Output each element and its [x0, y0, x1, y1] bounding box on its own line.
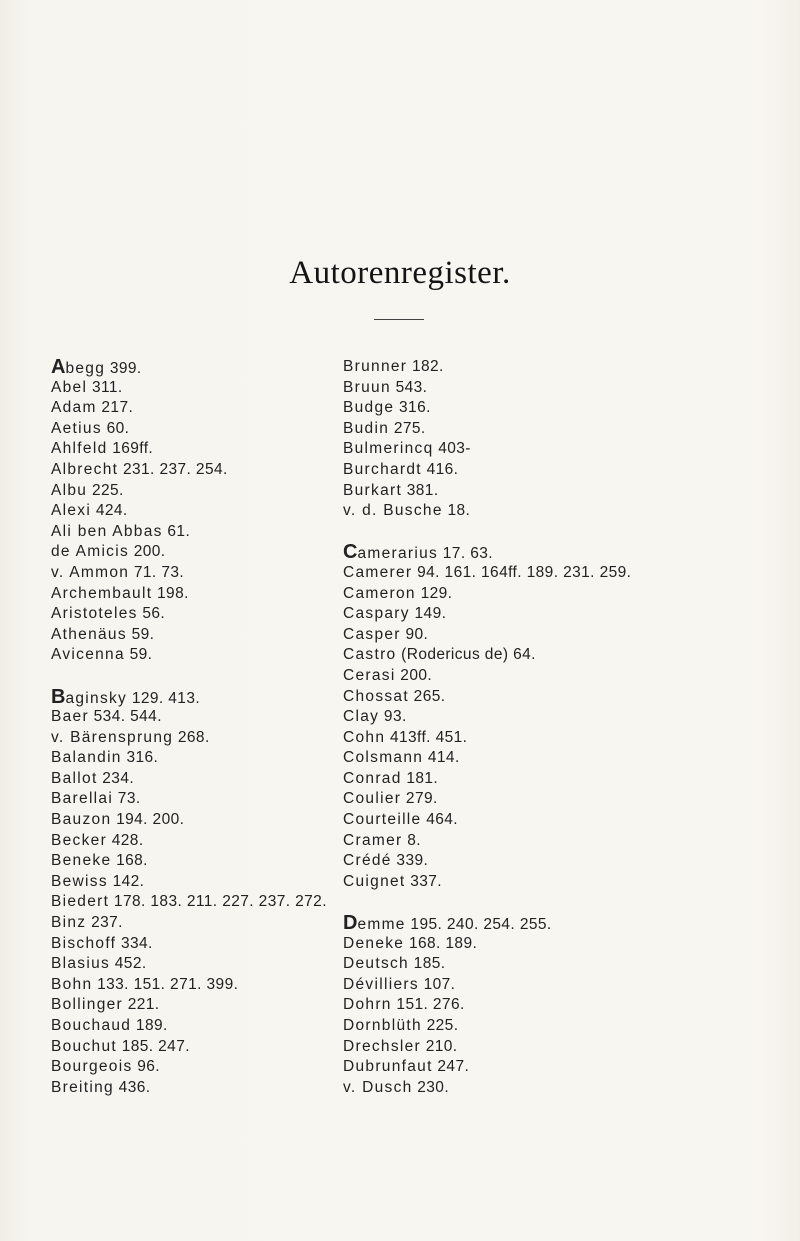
author-name: Dévilliers [343, 975, 419, 993]
page-references: 414. [423, 749, 460, 767]
page-references: 59. [124, 646, 153, 664]
index-entry [343, 419, 783, 440]
author-name: Dubrunfaut [343, 1058, 433, 1076]
author-name: Caspary [343, 605, 410, 623]
page-references: 268. [173, 728, 210, 746]
author-name: Chossat [343, 687, 409, 705]
section-gap [343, 522, 783, 543]
page-references: 413ff. 451. [385, 728, 468, 746]
author-name: Baginsky [51, 685, 128, 708]
author-name: Adam [51, 399, 97, 417]
author-name: Cramer [343, 831, 403, 849]
page-references: 129. [415, 584, 453, 602]
index-entry [343, 357, 783, 378]
index-entry [343, 481, 783, 502]
index-entry [343, 748, 783, 769]
author-name: v. Ammon [51, 563, 130, 581]
index-entry [343, 975, 783, 996]
page-references: 237. [86, 914, 123, 932]
index-entry [343, 584, 783, 605]
page-references: 60. [101, 419, 130, 437]
author-name: Ali ben Abbas [51, 522, 163, 540]
index-entry [343, 501, 783, 522]
author-name: Casper [343, 625, 401, 643]
page-references: 56. [137, 605, 166, 623]
page-references: 142. [107, 872, 145, 890]
index-entry [343, 1057, 783, 1078]
author-name: Bauzon [51, 811, 112, 829]
author-name: Deutsch [343, 955, 409, 973]
index-entry [343, 1078, 783, 1099]
page-references: 107. [418, 975, 456, 993]
author-name: Aristoteles [51, 605, 138, 623]
index-entry [343, 604, 783, 625]
author-name: Beneke [51, 852, 112, 870]
index-entry [343, 687, 783, 708]
author-name: Camerer [343, 563, 413, 581]
index-column-right [343, 357, 783, 1098]
author-name: Cuignet [343, 872, 406, 890]
author-name: Blasius [51, 955, 111, 973]
index-entry [343, 1016, 783, 1037]
index-entry [343, 398, 783, 419]
author-name: Ballot [51, 769, 98, 787]
page-references: 200. [129, 543, 166, 561]
author-name: Athenäus [51, 625, 127, 643]
author-name: Deneke [343, 934, 405, 952]
page-references: 225. [87, 481, 124, 499]
author-name: Aetius [51, 419, 102, 437]
author-name: Dornblüth [343, 1017, 422, 1034]
page-references: 8. [402, 831, 421, 849]
page-references: 217. [96, 399, 134, 417]
author-name: Camerarius [343, 541, 439, 564]
page-references: 316. [394, 399, 431, 417]
page-references: 339. [391, 852, 429, 870]
author-name: Bouchut [51, 1037, 117, 1055]
page-references: 189. [131, 1017, 168, 1034]
page-references: 198. [152, 584, 189, 602]
author-name: Courteille [343, 811, 422, 829]
author-name: v. Bärensprung [51, 728, 174, 746]
author-name: Cameron [343, 584, 416, 602]
title-rule [374, 319, 424, 320]
author-name: Becker [51, 831, 108, 849]
index-entry [343, 789, 783, 810]
author-name: Breiting [51, 1078, 114, 1096]
index-entry [343, 810, 783, 831]
page-references: 181. [401, 769, 439, 787]
author-name: Bohn [51, 975, 93, 993]
page-references: 59. [126, 625, 155, 643]
page-references: 279. [401, 790, 438, 808]
index-entry [343, 460, 783, 481]
page-references: 428. [107, 831, 144, 849]
author-name: Burchardt [343, 460, 422, 478]
page-references: 94. 161. 164ff. 189. 231. 259. [412, 563, 632, 581]
page-references: 93. [379, 708, 407, 726]
page-references: 18. [442, 502, 471, 520]
page-references: 195. 240. 254. 255. [405, 916, 552, 934]
page-references: 168. 189. [404, 934, 478, 952]
index-entry [343, 831, 783, 852]
page-references: 464. [421, 811, 458, 829]
author-name: Abel [51, 378, 88, 396]
author-name: Dohrn [343, 996, 392, 1014]
author-name: v. d. Busche [343, 502, 443, 520]
page-references: 185. [408, 955, 446, 973]
page-references: 71. 73. [129, 563, 185, 581]
author-name: Avicenna [51, 646, 125, 664]
author-name: Clay [343, 708, 380, 726]
page-references: 17. 63. [438, 545, 493, 563]
page-references: 182. [407, 358, 444, 375]
author-name: Bourgeois [51, 1058, 133, 1076]
author-name: Demme [343, 912, 406, 935]
page-references: 534. 544. [88, 708, 162, 726]
index-entry [343, 872, 783, 893]
page-references: 265. [408, 687, 446, 705]
page-references: 231. 237. 254. [118, 460, 228, 478]
page-title: Autorenregister. [289, 255, 511, 291]
index-entry [343, 769, 783, 790]
author-name: Baer [51, 708, 89, 726]
author-name: Bouchaud [51, 1017, 132, 1034]
index-entry [343, 707, 783, 728]
index-entry [343, 851, 783, 872]
page-references: 129. 413. [127, 689, 201, 707]
author-name: Archembault [51, 584, 153, 602]
author-name: Alexi [51, 502, 92, 520]
author-name: de Amicis [51, 543, 130, 561]
author-name: Drechsler [343, 1037, 422, 1055]
author-name: Ahlfeld [51, 440, 108, 458]
author-name: Bollinger [51, 996, 124, 1014]
index-entry [343, 1037, 783, 1058]
index-entry [343, 995, 783, 1016]
page-references: 149. [409, 605, 447, 623]
page-references: 73. [113, 790, 141, 808]
author-name: Abegg [51, 356, 106, 378]
index-entry [343, 378, 783, 399]
page-references: 334. [116, 934, 153, 952]
page-references: 436. [113, 1078, 151, 1096]
author-name: Brunner [343, 358, 408, 375]
page-references: 178. 183. 211. 227. 237. 272. [109, 893, 327, 911]
author-name: Bruun [343, 378, 391, 396]
index-entry [343, 954, 783, 975]
page-references: 194. 200. [111, 811, 185, 829]
page-references: 169ff. [107, 440, 154, 458]
page-references: 221. [123, 996, 160, 1014]
author-name: v. Dusch [343, 1078, 413, 1096]
page-references: 133. 151. 271. 399. [92, 975, 239, 993]
page-references: 61. [162, 522, 191, 540]
author-name: Albrecht [51, 460, 119, 478]
author-name: Cerasi [343, 666, 396, 684]
page-references: 416. [421, 460, 459, 478]
page-references: 90. [400, 625, 429, 643]
page-references: 230. [412, 1078, 450, 1096]
page-references: 381. [402, 481, 439, 499]
index-entry [343, 934, 783, 955]
page-references: 151. 276. [391, 996, 465, 1014]
author-name: Balandin [51, 749, 122, 767]
author-name: Coulier [343, 790, 402, 808]
page-references: 452. [110, 955, 147, 973]
index-entry [343, 542, 783, 563]
page-references: 96. [132, 1058, 160, 1076]
index-entry [343, 728, 783, 749]
page-references: 225. [421, 1017, 459, 1034]
page-references: 337. [405, 872, 443, 890]
author-name: Bischoff [51, 934, 117, 952]
author-name: Cohn [343, 728, 386, 746]
page-references: 247. [432, 1058, 470, 1076]
page-references: 403- [433, 440, 471, 458]
author-name: Burkart [343, 481, 403, 499]
page-references: 316. [121, 749, 159, 767]
author-name: Bulmerincq [343, 440, 434, 458]
section-gap [343, 892, 783, 913]
author-name: Biedert [51, 893, 110, 911]
author-name: Budge [343, 399, 395, 417]
index-entry [343, 645, 783, 666]
author-name: Castro [343, 646, 397, 664]
author-name: Bewiss [51, 872, 108, 890]
page-references: 185. 247. [116, 1037, 190, 1055]
author-name: Colsmann [343, 749, 424, 767]
page-references: 424. [91, 502, 128, 520]
index-entry [343, 625, 783, 646]
index-entry [343, 666, 783, 687]
page-references: 234. [97, 769, 135, 787]
page-references: (Rodericus de) 64. [396, 646, 536, 664]
page-references: 168. [111, 852, 148, 870]
author-name: Albu [51, 481, 88, 499]
page-references: 200. [395, 666, 433, 684]
page-references: 311. [87, 378, 123, 396]
index-entry [343, 563, 783, 584]
page-references: 210. [421, 1037, 458, 1055]
page-references: 543. [390, 378, 428, 396]
author-name: Crédé [343, 852, 392, 870]
author-name: Barellai [51, 790, 114, 808]
author-name: Conrad [343, 769, 402, 787]
page-references: 275. [389, 419, 426, 437]
author-name: Binz [51, 914, 87, 932]
page-references: 399. [105, 360, 142, 377]
index-entry [343, 913, 783, 934]
author-name: Budin [343, 419, 390, 437]
index-entry [343, 439, 783, 460]
